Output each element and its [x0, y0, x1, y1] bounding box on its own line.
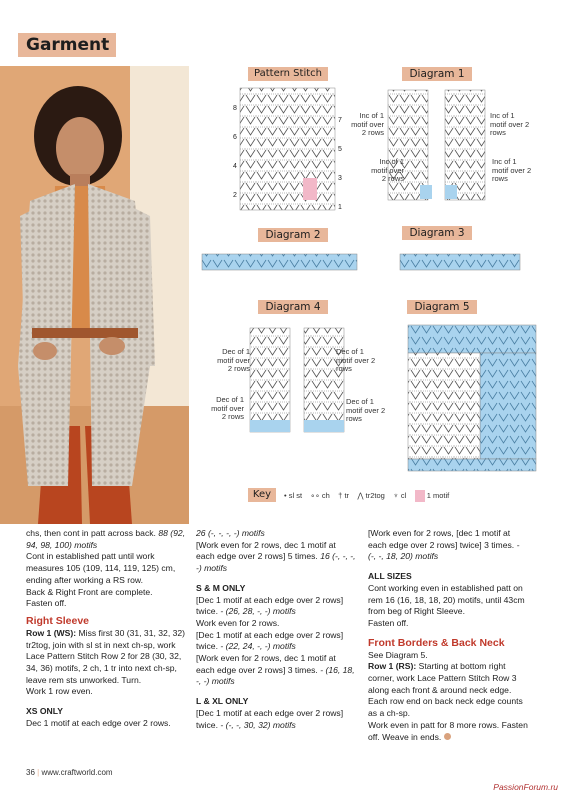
column-3: [Work even for 2 rows, [dec 1 motif at each edge over 2 rows] twice] 3 times. - (-, -, 18, 20) motifs ALL SIZES Cont working even in established patt on rem 16 (16, 18, 18, 20) motifs, until 43cm from beg of Right Sleeve. Fasten off. Front Borders & Back Neck See Diagram 5. Row 1 (RS): Starting at bottom right corner, work Lace Pattern Stitch Row 3 along each front & around neck edge. Each row end on back neck edge counts as a ch-sp. Work even in patt for 8 more rows. Fasten off. Weave in ends. — [368, 528, 528, 742]
d4-note-1: Dec of 1 motif over 2 rows — [217, 347, 250, 373]
section-title: Garment — [26, 35, 110, 55]
column-1: chs, then cont in patt across back. 88 (92, 94, 98, 100) motifs Cont in established patt until work measures 105 (109, 114, 119, 125) cm, ending after working a RS row. Back & Right Front are complete. Fasten off. Right Sleeve Row 1 (WS): Miss first 30 (31, 31, 32, 32) tr2tog, join with sl st in next ch-sp, work Lace Pattern Stitch Row 2 for 28 (30, 32, 34, 36) motifs, 2 ch, 1 tr into next ch-sp, leave rem sts unworked. Turn. Work 1 row even. XS ONLY Dec 1 motif at each edge over 2 rows. — [26, 528, 186, 728]
heading-xs-only: XS ONLY — [26, 706, 63, 717]
diagram5-label: Diagram 5 — [407, 300, 477, 314]
footer-link[interactable]: www.craftworld.com — [41, 768, 113, 777]
d1-note-2: Inc of 1 motif over 2 rows — [371, 157, 404, 183]
diagram4-label: Diagram 4 — [258, 300, 328, 314]
diagram5-side — [480, 353, 536, 459]
diagram5-bottom — [408, 459, 536, 471]
heading-front-borders: Front Borders & Back Neck — [368, 636, 505, 649]
diagram1-right — [445, 90, 485, 200]
ps-row-numbers-left: 8 6 4 2 — [233, 105, 237, 199]
sl-st-icon: • — [284, 490, 287, 500]
ps-row-numbers-right: 7 5 3 1 — [338, 117, 342, 211]
diagram2-chart — [202, 254, 357, 270]
pattern-stitch-chart — [240, 88, 335, 210]
diagram3-label: Diagram 3 — [402, 226, 472, 240]
heading-right-sleeve: Right Sleeve — [26, 614, 90, 627]
d4-note-4: Dec of 1 motif over 2 rows — [346, 397, 386, 423]
heading-sm-only: S & M ONLY — [196, 582, 246, 593]
diagram4-left — [250, 328, 290, 432]
diagram5-body — [408, 353, 480, 459]
tr2tog-icon: ⋀ — [357, 490, 364, 500]
key-label: Key — [248, 488, 276, 502]
diagram3-chart — [400, 254, 520, 270]
diagram4-right — [304, 328, 344, 432]
diagram1-label: Diagram 1 — [402, 67, 472, 81]
diagram5-top — [408, 325, 536, 353]
d1-note-1: Inc of 1 motif over 2 rows — [351, 111, 384, 137]
column-2: 26 (-, -, -, -) motifs [Work even for 2 rows, dec 1 motif at each edge over 2 rows] 5 times. 16 (-, -, -, -) motifs S & M ONLY [Dec 1 motif at each edge over 2 rows] twice. - (26, 28, -, -) motifs Work even for 2 rows. [Dec 1 motif at each edge over 2 rows] twice. - (22, 24, -, -) motifs [Work even for 2 rows, dec 1 motif at each edge over 2 rows] 3 times. - (16, 18, -, -) motifs L & XL ONLY [Dec 1 motif at each edge over 2 rows] twice. - (-, -, 30, 32) motifs — [196, 528, 356, 730]
d1-note-4: Inc of 1 motif over 2 rows — [492, 157, 532, 183]
key-items: • sl st ∘∘ ch † tr ⋀ tr2tog ♆ cl 1 motif — [284, 490, 449, 502]
end-mark-icon — [444, 733, 451, 740]
motif-icon — [415, 490, 425, 502]
motif-highlight — [303, 178, 317, 200]
cl-icon: ♆ — [393, 490, 399, 500]
d4-note-2: Dec of 1 motif over 2 rows — [336, 347, 376, 373]
ch-icon: ∘∘ — [310, 490, 320, 500]
d1-note-3: Inc of 1 motif over 2 rows — [490, 111, 530, 137]
heading-all-sizes: ALL SIZES — [368, 571, 412, 582]
diagram2-label: Diagram 2 — [258, 228, 328, 242]
tr-icon: † — [338, 490, 343, 500]
heading-lxl-only: L & XL ONLY — [196, 696, 249, 707]
diagram1-left — [388, 90, 428, 200]
watermark: PassionForum.ru — [493, 782, 558, 792]
model-photo — [0, 66, 189, 524]
footer: 36 | www.craftworld.com — [26, 768, 113, 777]
d4-note-3: Dec of 1 motif over 2 rows — [211, 395, 244, 421]
pattern-stitch-label: Pattern Stitch — [248, 67, 328, 81]
model-photo-illustration — [0, 66, 189, 524]
